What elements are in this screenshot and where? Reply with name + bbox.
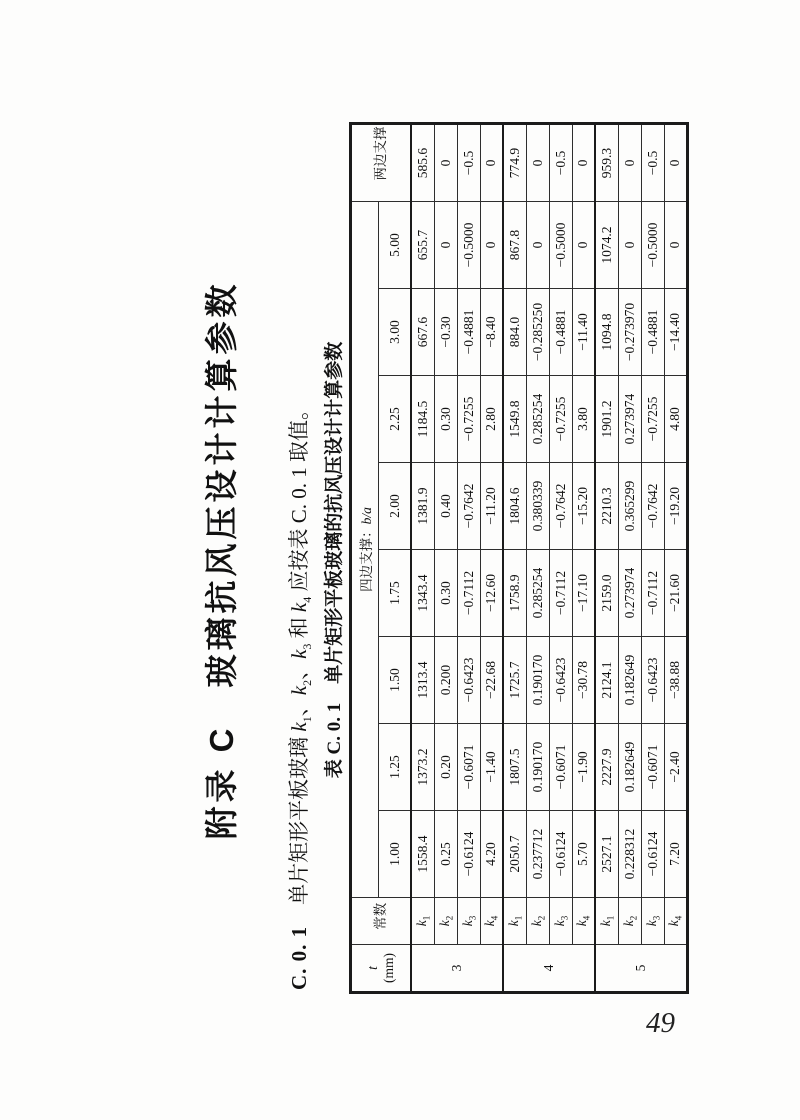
constant-header-cell bbox=[351, 898, 412, 945]
value-cell: 5.70 bbox=[572, 811, 595, 898]
two-edge-label: 两边支撑 bbox=[372, 126, 388, 181]
ratio-header-cell: 3.00 bbox=[379, 289, 412, 376]
value-cell: 2527.1 bbox=[595, 811, 618, 898]
value-cell: 1343.4 bbox=[411, 550, 434, 637]
value-cell: 2.80 bbox=[480, 376, 503, 463]
value-cell: −11.40 bbox=[572, 289, 595, 376]
value-cell: −0.7642 bbox=[641, 463, 664, 550]
constant-label-cell: $k_3$ bbox=[457, 898, 480, 945]
constant-label-cell: $k_1$ bbox=[411, 898, 434, 945]
value-cell: −15.20 bbox=[572, 463, 595, 550]
table-row bbox=[457, 124, 480, 993]
constant-label-cell: $k_2$ bbox=[618, 898, 641, 945]
value-cell: −0.6071 bbox=[549, 724, 572, 811]
value-cell: 884.0 bbox=[503, 289, 526, 376]
value-cell: −0.6423 bbox=[641, 637, 664, 724]
two-edge-value-cell: 0 bbox=[618, 124, 641, 202]
value-cell: 655.7 bbox=[411, 202, 434, 289]
value-cell: −0.7255 bbox=[457, 376, 480, 463]
header-row-2 bbox=[379, 124, 412, 993]
value-cell: −0.4881 bbox=[549, 289, 572, 376]
ratio-header-cell: 2.25 bbox=[379, 376, 412, 463]
value-cell: −0.30 bbox=[434, 289, 457, 376]
value-cell: 0.365299 bbox=[618, 463, 641, 550]
value-cell: 1549.8 bbox=[503, 376, 526, 463]
table-header bbox=[351, 124, 412, 993]
value-cell: 2227.9 bbox=[595, 724, 618, 811]
appendix-title: 附录 C 玻璃抗风压设计计算参数 bbox=[203, 280, 240, 840]
ratio-header-cell: 2.00 bbox=[379, 463, 412, 550]
ratio-header-cell: 1.75 bbox=[379, 550, 412, 637]
two-edge-value-cell: 0 bbox=[526, 124, 549, 202]
four-edge-header-cell bbox=[351, 202, 379, 898]
value-cell: −0.285250 bbox=[526, 289, 549, 376]
value-cell: 1758.9 bbox=[503, 550, 526, 637]
clause-text: 单片矩形平板玻璃 $k_1$、$k_2$、$k_3$ 和 $k_4$ 应按表 C. 0. 1 取值。 bbox=[287, 399, 315, 926]
value-cell: 0 bbox=[572, 202, 595, 289]
two-edge-value-cell: 774.9 bbox=[503, 124, 526, 202]
value-cell: 0.273974 bbox=[618, 550, 641, 637]
value-cell: −0.6071 bbox=[457, 724, 480, 811]
value-cell: 3.80 bbox=[572, 376, 595, 463]
value-cell: −0.5000 bbox=[641, 202, 664, 289]
ratio-header-cell: 1.50 bbox=[379, 637, 412, 724]
value-cell: 0.228312 bbox=[618, 811, 641, 898]
table-row bbox=[480, 124, 503, 993]
value-cell: 0 bbox=[480, 202, 503, 289]
value-cell: 867.8 bbox=[503, 202, 526, 289]
ratio-header-cell: 1.00 bbox=[379, 811, 412, 898]
value-cell: −0.5000 bbox=[457, 202, 480, 289]
value-cell: −0.273970 bbox=[618, 289, 641, 376]
constant-label-cell: $k_3$ bbox=[549, 898, 572, 945]
constant-label-cell: $k_4$ bbox=[664, 898, 687, 945]
constant-label-cell: $k_4$ bbox=[572, 898, 595, 945]
value-cell: 1313.4 bbox=[411, 637, 434, 724]
two-edge-value-cell: 0 bbox=[434, 124, 457, 202]
header-row-1 bbox=[351, 124, 379, 993]
value-cell: −19.20 bbox=[664, 463, 687, 550]
value-cell: 0 bbox=[434, 202, 457, 289]
constant-label-cell: $k_1$ bbox=[503, 898, 526, 945]
value-cell: 0.30 bbox=[434, 376, 457, 463]
value-cell: 0.285254 bbox=[526, 376, 549, 463]
value-cell: 0.273974 bbox=[618, 376, 641, 463]
table-body bbox=[411, 124, 687, 993]
value-cell: 1558.4 bbox=[411, 811, 434, 898]
two-edge-value-cell: 0 bbox=[480, 124, 503, 202]
value-cell: 2050.7 bbox=[503, 811, 526, 898]
ratio-header-cell: 1.25 bbox=[379, 724, 412, 811]
table-caption: 表 C. 0. 1 单片矩形平板玻璃的抗风压设计计算参数 bbox=[324, 341, 345, 779]
value-cell: 2124.1 bbox=[595, 637, 618, 724]
k-symbol: k bbox=[287, 685, 311, 696]
table-row bbox=[641, 124, 664, 993]
value-cell: 0.25 bbox=[434, 811, 457, 898]
table-row bbox=[503, 124, 526, 993]
value-cell: 1804.6 bbox=[503, 463, 526, 550]
value-cell: 0 bbox=[618, 202, 641, 289]
two-edge-value-cell: 959.3 bbox=[595, 124, 618, 202]
thickness-cell: 4 bbox=[503, 945, 595, 993]
parameters-table bbox=[349, 122, 689, 994]
value-cell: −22.68 bbox=[480, 637, 503, 724]
value-cell: −12.60 bbox=[480, 550, 503, 637]
value-cell: 0.30 bbox=[434, 550, 457, 637]
value-cell: 0 bbox=[664, 202, 687, 289]
constant-label-cell: $k_2$ bbox=[434, 898, 457, 945]
value-cell: −0.7642 bbox=[457, 463, 480, 550]
value-cell: 7.20 bbox=[664, 811, 687, 898]
value-cell: 0.182649 bbox=[618, 724, 641, 811]
value-cell: 0.380339 bbox=[526, 463, 549, 550]
thickness-cell: 5 bbox=[595, 945, 687, 993]
value-cell: 1381.9 bbox=[411, 463, 434, 550]
thickness-header-cell bbox=[351, 945, 412, 993]
two-edge-value-cell: −0.5 bbox=[457, 124, 480, 202]
two-edge-value-cell: −0.5 bbox=[549, 124, 572, 202]
value-cell: −0.6423 bbox=[457, 637, 480, 724]
value-cell: −0.5000 bbox=[549, 202, 572, 289]
value-cell: −11.20 bbox=[480, 463, 503, 550]
value-cell: −30.78 bbox=[572, 637, 595, 724]
value-cell: −0.4881 bbox=[641, 289, 664, 376]
value-cell: 4.20 bbox=[480, 811, 503, 898]
two-edge-value-cell: 585.6 bbox=[411, 124, 434, 202]
value-cell: 2159.0 bbox=[595, 550, 618, 637]
value-cell: −2.40 bbox=[664, 724, 687, 811]
constant-header-label: 常数 bbox=[372, 902, 388, 930]
thickness-unit: (mm) bbox=[381, 953, 396, 983]
k-symbol: k bbox=[287, 649, 311, 659]
k-symbol: k bbox=[287, 602, 311, 613]
value-cell: 0.285254 bbox=[526, 550, 549, 637]
aspect-ratio-symbol: b/a bbox=[359, 507, 374, 525]
value-cell: 1074.2 bbox=[595, 202, 618, 289]
value-cell: −0.6124 bbox=[641, 811, 664, 898]
table-row bbox=[549, 124, 572, 993]
two-edge-value-cell: −0.5 bbox=[641, 124, 664, 202]
four-edge-label: 四边支撑： bbox=[359, 524, 374, 592]
value-cell: −0.4881 bbox=[457, 289, 480, 376]
value-cell: 0.237712 bbox=[526, 811, 549, 898]
thickness-cell: 3 bbox=[411, 945, 503, 993]
value-cell: −0.7112 bbox=[641, 550, 664, 637]
value-cell: −0.6423 bbox=[549, 637, 572, 724]
value-cell: 1807.5 bbox=[503, 724, 526, 811]
k-symbol: k bbox=[287, 722, 311, 732]
constant-label-cell: $k_3$ bbox=[641, 898, 664, 945]
value-cell: −0.7255 bbox=[641, 376, 664, 463]
page-number: 49 bbox=[646, 1007, 675, 1039]
value-cell: 1094.8 bbox=[595, 289, 618, 376]
value-cell: −8.40 bbox=[480, 289, 503, 376]
two-edge-value-cell: 0 bbox=[572, 124, 595, 202]
value-cell: −0.7642 bbox=[549, 463, 572, 550]
constant-label-cell: $k_1$ bbox=[595, 898, 618, 945]
value-cell: −0.6124 bbox=[549, 811, 572, 898]
table-row bbox=[526, 124, 549, 993]
table-row bbox=[595, 124, 618, 993]
value-cell: −1.40 bbox=[480, 724, 503, 811]
two-edge-value-cell: 0 bbox=[664, 124, 687, 202]
table-row bbox=[664, 124, 687, 993]
table-row bbox=[618, 124, 641, 993]
value-cell: −17.10 bbox=[572, 550, 595, 637]
value-cell: 667.6 bbox=[411, 289, 434, 376]
clause-number: C. 0. 1 bbox=[287, 925, 311, 990]
table-row bbox=[434, 124, 457, 993]
constant-label-cell: $k_4$ bbox=[480, 898, 503, 945]
value-cell: 0.190170 bbox=[526, 724, 549, 811]
value-cell: 1725.7 bbox=[503, 637, 526, 724]
value-cell: −0.6124 bbox=[457, 811, 480, 898]
value-cell: 1184.5 bbox=[411, 376, 434, 463]
clause-paragraph bbox=[283, 30, 315, 990]
value-cell: 1373.2 bbox=[411, 724, 434, 811]
value-cell: −0.7255 bbox=[549, 376, 572, 463]
value-cell: 0.190170 bbox=[526, 637, 549, 724]
value-cell: 0 bbox=[526, 202, 549, 289]
value-cell: −14.40 bbox=[664, 289, 687, 376]
value-cell: 1901.2 bbox=[595, 376, 618, 463]
value-cell: −1.90 bbox=[572, 724, 595, 811]
value-cell: 0.20 bbox=[434, 724, 457, 811]
table-container bbox=[349, 122, 689, 994]
two-edge-header-cell bbox=[351, 124, 412, 202]
value-cell: −0.6071 bbox=[641, 724, 664, 811]
value-cell: −0.7112 bbox=[457, 550, 480, 637]
ratio-header-cell: 5.00 bbox=[379, 202, 412, 289]
thickness-symbol: t bbox=[365, 966, 380, 970]
constant-label-cell: $k_2$ bbox=[526, 898, 549, 945]
value-cell: −21.60 bbox=[664, 550, 687, 637]
table-row bbox=[411, 124, 434, 993]
value-cell: 4.80 bbox=[664, 376, 687, 463]
value-cell: 2210.3 bbox=[595, 463, 618, 550]
table-row bbox=[572, 124, 595, 993]
value-cell: 0.40 bbox=[434, 463, 457, 550]
value-cell: 0.182649 bbox=[618, 637, 641, 724]
value-cell: −38.88 bbox=[664, 637, 687, 724]
value-cell: 0.200 bbox=[434, 637, 457, 724]
value-cell: −0.7112 bbox=[549, 550, 572, 637]
